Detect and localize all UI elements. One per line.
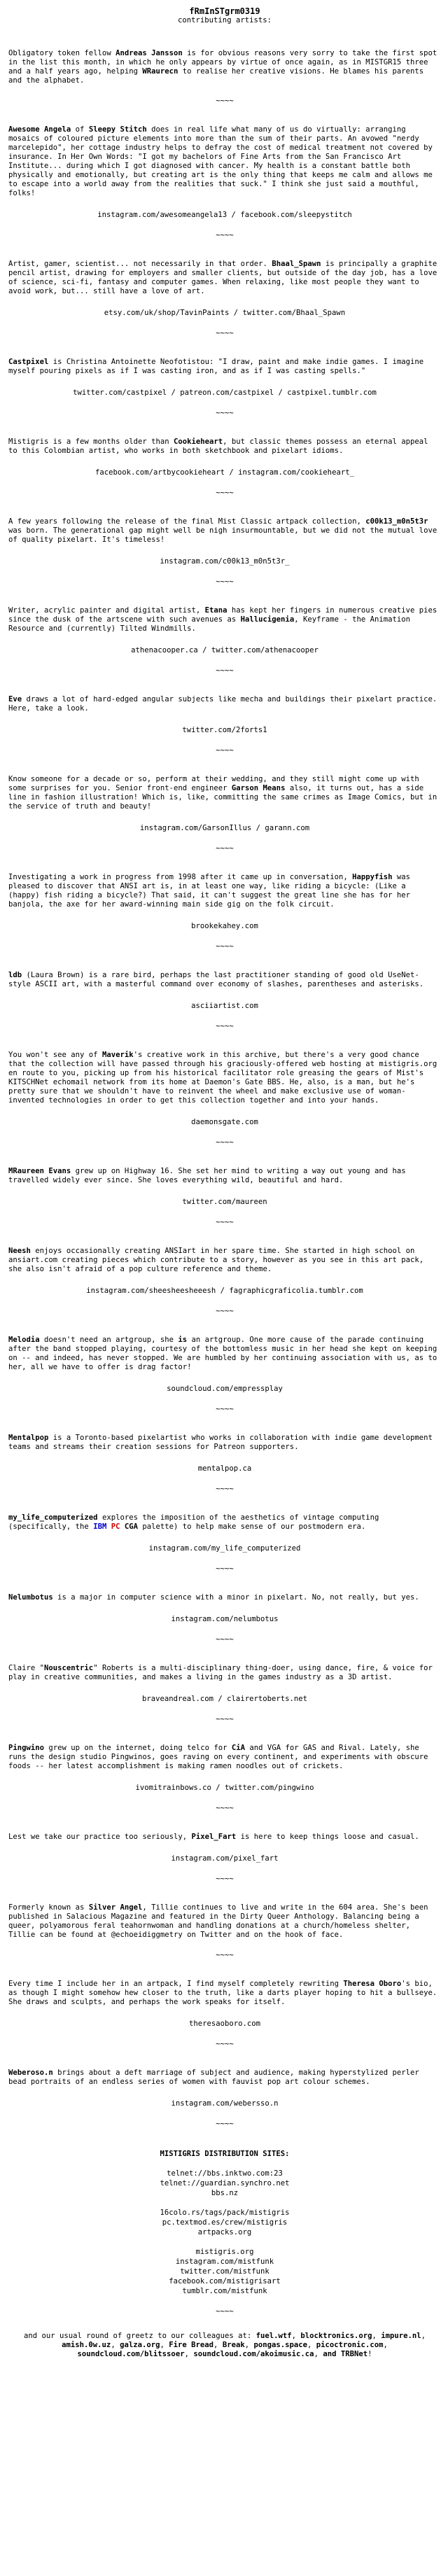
artist-name: Sleepy Stitch [88, 125, 147, 134]
greetz-sep: , [291, 2332, 301, 2340]
bio-text: is principally a graphite pencil artist, drawing for employers and smaller clients, but outside of the day job, has a love of science, sci-fi, fantasy and computer games. When relaxing, like most people they want to avoid work, but... still have a love of art. [8, 260, 438, 295]
artist-entry [8, 606, 441, 676]
artist-name: Neesh [8, 1247, 31, 1255]
distribution-heading: MISTIGRIS DISTRIBUTION SITES: [160, 2150, 290, 2158]
separator: ~~~~ [216, 1564, 234, 1573]
artist-name: Garson Means [231, 784, 286, 792]
artist-link[interactable]: instagram.com/GarsonIllus / garann.com [139, 824, 310, 832]
artist-name: Theresa Oboro [343, 1980, 402, 1988]
greetz-name: soundcloud.com/blitssoer [77, 2350, 185, 2358]
artist-entry [8, 971, 441, 1031]
artist-name: ldb [8, 971, 22, 979]
greetz-sep: , [244, 2341, 254, 2349]
artist-name: Mentalpop [8, 1434, 49, 1442]
artist-entry [8, 1903, 441, 1960]
artist-name: Eve [8, 695, 22, 704]
separator: ~~~~ [216, 1635, 234, 1644]
artist-link[interactable]: instagram.com/webersso.n [171, 2099, 279, 2108]
artist-name: c00k13_m0n5t3r [365, 517, 428, 526]
separator: ~~~~ [216, 1138, 234, 1147]
site-link[interactable]: twitter.com/mistfunk [180, 2267, 270, 2276]
greetz-name: and TRBNet [323, 2350, 368, 2358]
separator: ~~~~ [216, 1951, 234, 1959]
separator: ~~~~ [216, 578, 234, 586]
artist-link[interactable]: facebook.com/artbycookieheart / instagram.com/cookieheart_ [95, 468, 354, 477]
bio-text: You won't see any of [8, 1051, 102, 1059]
artist-link[interactable]: soundcloud.com/empressplay [167, 1385, 283, 1393]
artist-link[interactable]: twitter.com/castpixel / patreon.com/castpixel / castpixel.tumblr.com [73, 388, 377, 397]
artist-bio [8, 1247, 441, 1274]
artist-name: my_life_computerized [8, 1513, 98, 1522]
bio-text: has kept her fingers in numerous creative pies since the dusk of the artscene with such avenues as [8, 606, 438, 624]
artist-link[interactable]: theresaoboro.com [188, 2019, 261, 2028]
greetz-sep: , [383, 2341, 388, 2349]
artist-bio [8, 1980, 441, 2007]
artist-link[interactable]: instagram.com/sheesheesheeesh / fagraphicgraficolia.tumblr.com [86, 1287, 363, 1295]
greetz-name: pongas.space [253, 2341, 308, 2349]
artist-name: Maverik [102, 1051, 134, 1059]
artist-name: Weberoso.n [8, 2068, 53, 2077]
site-link[interactable]: pc.textmod.es/crew/mistigris [162, 2218, 288, 2227]
bio-text: to realise her creative visions. He blames his parents and the alphabet. [8, 67, 424, 85]
artist-name: Bhaal_Spawn [272, 260, 321, 268]
separator: ~~~~ [216, 666, 234, 675]
distribution-sites [8, 2169, 441, 2296]
separator: ~~~~ [216, 942, 234, 951]
artist-name: Awesome Angela [8, 125, 71, 134]
separator: ~~~~ [216, 746, 234, 755]
separator: ~~~~ [216, 1485, 234, 1493]
greetz-name: fuel.wtf [255, 2332, 292, 2340]
artist-bio [8, 695, 441, 713]
artist-bio [8, 1434, 441, 1452]
bio-text: " Roberts is a multi-disciplinary thing-doer, using dance, fire, & voice for play in creative communities, and makes a living in the games industry as a 3D artist. [8, 1664, 433, 1681]
artist-link[interactable]: instagram.com/my_life_computerized [148, 1544, 301, 1553]
artist-entry [8, 1833, 441, 1884]
artist-name: Etana [204, 606, 227, 615]
artist-bio [8, 1664, 441, 1682]
artist-link[interactable]: instagram.com/c00k13_m0n5t3r_ [160, 557, 290, 566]
greetz-sep: , [372, 2332, 382, 2340]
artist-bio [8, 260, 441, 296]
bio-text: , Keyframe - the Animation Resource and (currently) Tilted Windmills. [8, 615, 411, 633]
pack-subtitle: contributing artists: [178, 16, 272, 24]
bio-text: is for obvious reasons very sorry to take the first spot in the list this month, in which he only appears by virtue of once again, as in MISTGR15 three and a half years ago, helping [8, 49, 438, 76]
bio-text: Claire " [8, 1664, 45, 1672]
separator: ~~~~ [216, 231, 234, 239]
artist-link[interactable]: daemonsgate.com [191, 1118, 258, 1126]
artist-bio [8, 358, 441, 376]
artist-entry [8, 358, 441, 418]
artist-link[interactable]: instagram.com/awesomeangela13 / facebook.com/sleepystitch [97, 211, 352, 219]
artist-entry [8, 125, 441, 240]
bio-text: 's bio, as though I might somehow hew closer to the truth, like a darts player hoping to hit a bullseye. She draws and sculpts, and perhaps the work speaks for itself. [8, 1980, 438, 2006]
artist-bio [8, 873, 441, 909]
artist-name: Silver Angel [88, 1903, 143, 1912]
separator: ~~~~ [216, 2120, 234, 2128]
separator: ~~~~ [216, 1307, 234, 1315]
artist-link[interactable]: asciiartist.com [191, 1002, 258, 1010]
greetz-end: ! [368, 2350, 372, 2358]
bio-text: enjoys occasionally creating ANSIart in her spare time. She started in high school on ansiart.com creating pieces which contribute to a story, however as you see in this art pack, she also isn't afraid of a pop culture reference and theme. [8, 1247, 424, 1273]
cga-label: CGA [124, 1522, 139, 1531]
artist-bio [8, 125, 441, 198]
artist-name: WRaurecn [142, 67, 178, 76]
bio-text: Know someone for a decade or so, perform at their wedding, and they still might come up with some surprises for you. Senior front-end engineer [8, 775, 419, 792]
artist-list [8, 49, 441, 2108]
greetz-sep: , [184, 2350, 194, 2358]
artist-link[interactable]: mentalpop.ca [197, 1464, 252, 1473]
artist-bio [8, 1336, 441, 1372]
bio-text: is here to keep things loose and casual. [236, 1833, 419, 1841]
artist-entry [8, 49, 441, 106]
artist-link[interactable]: twitter.com/maureen [182, 1198, 267, 1206]
separator: ~~~~ [216, 1804, 234, 1812]
artist-entry [8, 438, 441, 498]
artist-entry [8, 1980, 441, 2049]
greetz-intro: and our usual round of greetz to our colleagues at: [23, 2332, 256, 2340]
bio-text: Obligatory token fellow [8, 49, 116, 57]
pack-title: fRmInSTgrm0319 [189, 6, 260, 16]
ibm-label: IBM [93, 1522, 107, 1531]
greetz-sep: , [160, 2341, 169, 2349]
artist-bio [8, 1744, 441, 1771]
artist-entry [8, 260, 441, 338]
separator: ~~~~ [216, 2040, 234, 2048]
separator: ~~~~ [216, 1715, 234, 1723]
artist-name: Pingwino [8, 1744, 45, 1752]
site-link[interactable]: telnet://guardian.synchro.net [160, 2179, 290, 2188]
greetz-sep: , [111, 2341, 120, 2349]
site-link[interactable]: bbs.nz [211, 2189, 239, 2197]
bio-text: is a major in computer science with a minor in pixelart. No, not really, but yes. [52, 1593, 419, 1602]
artist-entry [8, 873, 441, 951]
bio-text: is a Toronto-based pixelartist who works in collaboration with indie game development teams and streams their creation sessions for Patreon supporters. [8, 1434, 433, 1451]
artist-name: Cookieheart [174, 438, 223, 446]
artist-entry [8, 775, 441, 853]
bio-text: , Tillie continues to live and write in the 604 area. She's been published in Salacious Magazine and featured in the Dirty Queer Anthology. Balancing being a queer, polyamorous feral teahornwoman and handling donations at a church/homeless shelter, Tillie can be found at @echoeidiggmetry on Twitter and on the hook of face. [8, 1903, 428, 1939]
bio-text: Artist, gamer, scientist... not necessarily in that order. [8, 260, 272, 268]
bio-text: , but classic themes possess an eternal appeal to this Colombian artist, who works in both sketchbook and pixelart idioms. [8, 438, 428, 455]
artist-link[interactable]: instagram.com/pixel_fart [171, 1854, 279, 1863]
artist-name: Nelumbotus [8, 1593, 53, 1602]
bio-text: A few years following the release of the final Mist Classic artpack collection, [8, 517, 366, 526]
greetz-sep: , [307, 2341, 316, 2349]
artist-bio [8, 1051, 441, 1105]
bio-text: draws a lot of hard-edged angular subjects like mecha and buildings their pixelart practice. Here, take a look. [8, 695, 438, 713]
site-group [8, 2169, 441, 2198]
pc-label: PC [111, 1522, 120, 1531]
site-link[interactable]: telnet://bbs.inktwo.com:23 [167, 2169, 283, 2178]
bio-text: Formerly known as [8, 1903, 89, 1912]
artist-bio [8, 438, 441, 456]
greetz-name: galza.org [120, 2341, 160, 2349]
separator: ~~~~ [216, 1218, 234, 1226]
artist-entry [8, 1744, 441, 1813]
artist-link[interactable]: brookekahey.com [191, 922, 258, 930]
artist-link[interactable]: athenacooper.ca / twitter.com/athenacooper [131, 646, 318, 654]
artist-entry [8, 1167, 441, 1227]
site-link[interactable]: facebook.com/mistigrisart [169, 2277, 281, 2286]
greetz-sep: , [214, 2341, 223, 2349]
greetz-name: soundcloud.com/akoimusic.ca [193, 2350, 314, 2358]
separator: ~~~~ [216, 2307, 234, 2316]
artist-entry [8, 1664, 441, 1724]
artist-entry [8, 517, 441, 587]
artist-name: Melodia [8, 1336, 40, 1344]
bio-text: an artgroup. One more cause of the parade continuing after the band stopped playing, courtesy of the bottomless music in her head she kept on keeping on -- and indeed, has never stopped. We are humbled by her continuing association with us, as to her, all we have to offer is drag factor! [8, 1336, 438, 1371]
greetz-sep: , [421, 2332, 426, 2340]
bio-text: Every time I include her in an artpack, I find myself completely rewriting [8, 1980, 344, 1988]
artist-bio [8, 971, 441, 989]
artist-bio [8, 1167, 441, 1185]
bio-text: doesn't need an artgroup, she [39, 1336, 178, 1344]
artist-name: Nouscentric [44, 1664, 94, 1672]
bio-text: Investigating a work in progress from 1998 after it came up in conversation, [8, 873, 353, 881]
site-link[interactable]: tumblr.com/mistfunk [182, 2287, 267, 2295]
artist-bio [8, 1593, 441, 1602]
greetz-footer [8, 2332, 441, 2359]
artist-entry [8, 1247, 441, 1316]
artist-name: CiA [231, 1744, 246, 1752]
site-group [8, 2208, 441, 2237]
greetz-name: amish.0w.uz [62, 2341, 111, 2349]
artist-entry [8, 1434, 441, 1494]
greetz-name: picoctronic.com [316, 2341, 384, 2349]
artist-link[interactable]: instagram.com/nelumbotus [171, 1615, 279, 1623]
artist-name: Happyfish [352, 873, 393, 881]
bio-text: was pleased to discover that ANSI art is, in at least one way, like riding a bicycle: (Like a (happy) fish riding a bicycle?) That said, it can't suggest the great line she has for her banjola, the axe for her award-winning main side gig on the folk circuit. [8, 873, 411, 909]
artist-bio [8, 2068, 441, 2087]
artist-bio [8, 49, 441, 85]
separator: ~~~~ [216, 97, 234, 105]
bio-text: 's creative work in this archive, but there's a very good chance that the collection will have passed through his graciously-offered web hosting at mistigris.org en route to you, picking up from his historical facilitator role greasing the gears of Mist's KITSCHNet echomail network from its home at Daemon's Gate BBS. He, also, is a man, but he's pretty sure that we shouldn't have to reinvent the wheel and make exclusive use of woman-invented technologies in order to get this collection together and into your hands. [8, 1051, 438, 1105]
artist-link[interactable]: etsy.com/uk/shop/TavinPaints / twitter.com/Bhaal_Spawn [104, 309, 346, 317]
bio-text: grew up on Highway 16. She set her mind to writing a way out young and has travelled widely ever since. She loves everything wild, beautiful and hard. [8, 1167, 406, 1184]
artist-entry [8, 1051, 441, 1147]
artist-name: Pixel_Fart [191, 1833, 237, 1841]
site-link[interactable]: 16colo.rs/tags/pack/mistigris [160, 2208, 290, 2217]
site-link[interactable]: instagram.com/mistfunk [175, 2258, 274, 2266]
separator: ~~~~ [216, 844, 234, 853]
greetz-name: Break [222, 2341, 245, 2349]
artist-name: is [178, 1336, 188, 1344]
separator: ~~~~ [216, 1875, 234, 1883]
artist-entry [8, 2068, 441, 2108]
artist-entry [8, 1336, 441, 1414]
artist-bio [8, 1833, 441, 1842]
artist-link[interactable]: twitter.com/2forts1 [182, 726, 267, 734]
bio-text: explores the imposition of the aesthetics of vintage computing (specifically, the [8, 1513, 379, 1531]
artist-name: MRaureen Evans [8, 1167, 71, 1175]
separator: ~~~~ [216, 409, 234, 417]
greetz-name: impure.nl [381, 2332, 421, 2340]
artist-link[interactable]: braveandreal.com / clairertoberts.net [142, 1695, 307, 1703]
bio-text: grew up on the internet, doing telco for [44, 1744, 232, 1752]
artist-name: Hallucigenia [240, 615, 295, 624]
bio-text: Lest we take our practice too seriously, [8, 1833, 192, 1841]
bio-text: Mistigris is a few months older than [8, 438, 174, 446]
artist-bio [8, 606, 441, 634]
separator: ~~~~ [216, 489, 234, 497]
separator: ~~~~ [216, 329, 234, 337]
site-link[interactable]: mistigris.org [195, 2248, 254, 2256]
artist-name: Andreas Jansson [115, 49, 183, 57]
site-group [8, 2247, 441, 2296]
greetz-sep: , [314, 2350, 323, 2358]
artist-bio [8, 1903, 441, 1940]
artist-link[interactable]: ivomitrainbows.co / twitter.com/pingwino [135, 1784, 314, 1792]
artist-entry [8, 1513, 441, 1574]
artist-entry [8, 695, 441, 755]
bio-text: (Laura Brown) is a rare bird, perhaps the last practitioner standing of good old UseNet-style ASCII art, with a masterful command over economy of slashes, parentheses and asterisks. [8, 971, 424, 988]
artist-bio [8, 517, 441, 545]
bio-text: does in real life what many of us do virtually: arranging mosaics of coloured picture elements into more than the sum of their parts. An avowed "nerdy marcelepido", her cottage industry helps to defray the cost of medical treatment not covered by insurance. In Her Own Words: "I got my bachelors of Fine Arts from the San Francisco Art Institute... during which I got diagnosed with cancer. My health is a constant battle both physically and emotionally, but creating art is the only thing that keeps me calm and allows me to escape into a world away from the realities that suck." I think she just said a mouthful, folks! [8, 125, 433, 197]
separator: ~~~~ [216, 1405, 234, 1413]
greetz-name: Fire Bread [169, 2341, 214, 2349]
site-link[interactable]: artpacks.org [197, 2228, 252, 2236]
bio-text: brings about a deft marriage of subject and audience, making hyperstylized perler bead portraits of an endless series of women with fauvist pop art colour schemes. [8, 2068, 419, 2086]
bio-text: Writer, acrylic painter and digital artist, [8, 606, 205, 615]
separator: ~~~~ [216, 1022, 234, 1030]
artist-entry [8, 1593, 441, 1644]
artist-bio [8, 1513, 441, 1532]
artist-name: Castpixel [8, 358, 49, 366]
bio-text: also, it turns out, has a side line in fashion illustration! Which is, like, committing the same crimes as Image Comics, but in the service of truth and beauty! [8, 784, 438, 811]
bio-text: is Christina Antoinette Neofotistou: "I draw, paint and make indie games. I imagine myself pouring pixels as if I was casting iron, and as if I was casting spells." [8, 358, 424, 375]
bio-text: and VGA for GAS and Rival. Lately, she runs the design studio Pingwinos, goes raving on every continent, and experiments with obscure foods -- her latest accomplishment is making ramen noodles out of crickets. [8, 1744, 428, 1770]
bio-text: palette) to help make sense of our postmodern era. [138, 1522, 366, 1531]
artist-bio [8, 775, 441, 811]
greetz-name: blocktronics.org [300, 2332, 372, 2340]
bio-text: of [71, 125, 89, 134]
bio-text: was born. The generational gap might well be nigh insurmountable, but we did not the mutual love of quality pixelart. It's timeless! [8, 526, 438, 544]
